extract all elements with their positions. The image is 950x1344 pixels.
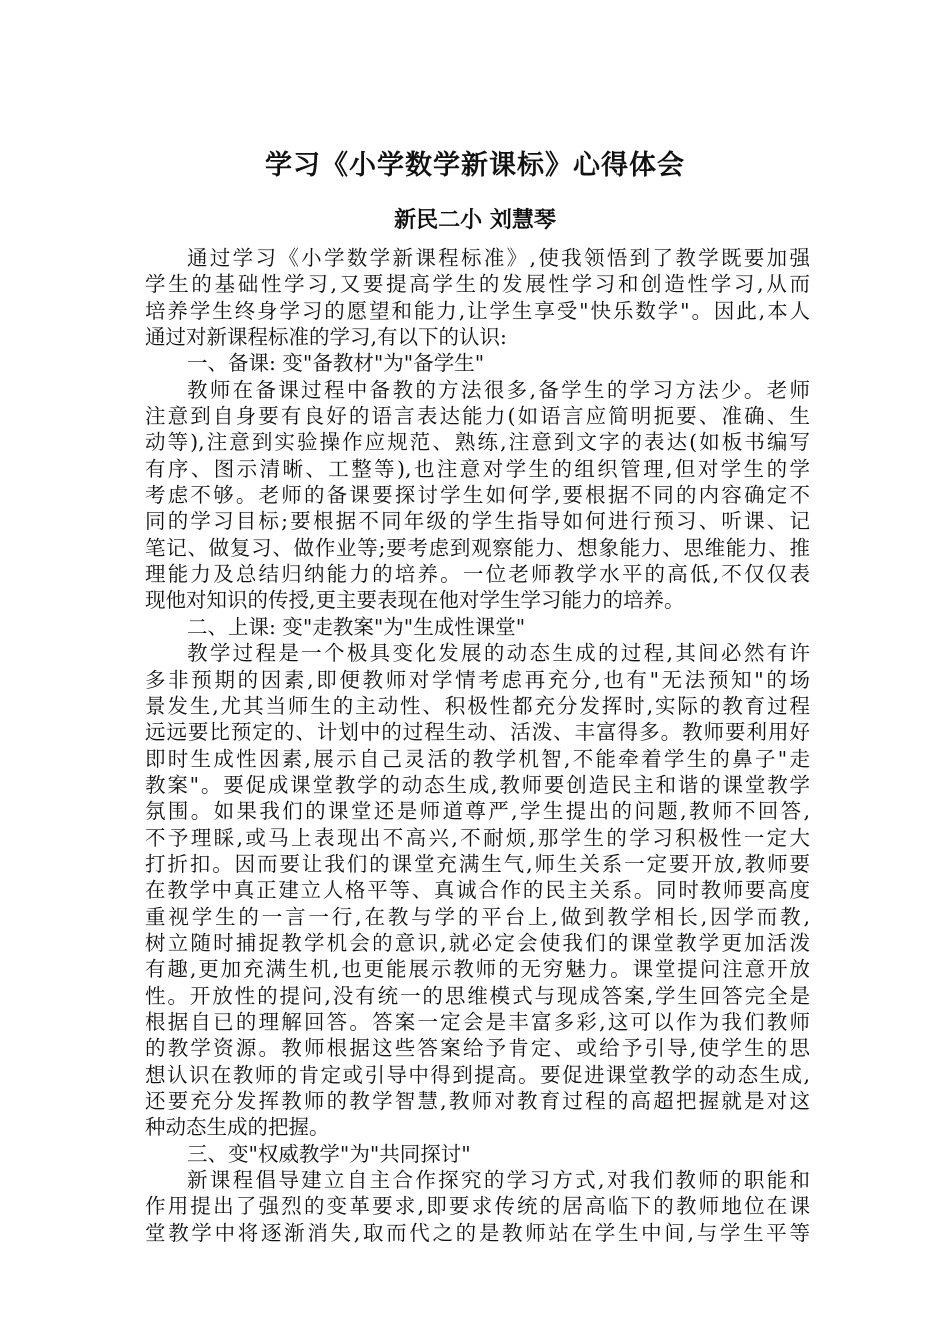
document-author: 新民二小 刘慧琴 bbox=[394, 208, 556, 233]
body-line: 重视学生的一言一行,在教与学的平台上,做到教学相长,因学而教, bbox=[145, 904, 810, 929]
document-title: 学习《小学数学新课标》心得体会 bbox=[265, 150, 685, 181]
body-line: 一、备课: 变"备教材"为"备学生" bbox=[187, 351, 485, 376]
body-line: 即时生成性因素,展示自己灵活的教学机智,不能牵着学生的鼻子"走 bbox=[145, 746, 810, 771]
body-line: 作用提出了强烈的变革要求,即要求传统的居高临下的教师地位在课 bbox=[145, 1194, 810, 1219]
body-line: 堂教学中将逐渐消失,取而代之的是教师站在学生中间,与学生平等 bbox=[145, 1220, 810, 1245]
body-line: 有序、图示清晰、工整等),也注意对学生的组织管理,但对学生的学 bbox=[145, 456, 810, 481]
body-line: 在教学中真正建立人格平等、真诚合作的民主关系。同时教师要高度 bbox=[145, 878, 810, 903]
body-line: 现他对知识的传授,更主要表现在他对学生学习能力的培养。 bbox=[145, 588, 685, 613]
body-line: 不予理睬,或马上表现出不高兴,不耐烦,那学生的学习积极性一定大 bbox=[145, 825, 810, 850]
body-line: 学生的基础性学习,又要提高学生的发展性学习和创造性学习,从而 bbox=[145, 272, 810, 297]
body-line: 教师在备课过程中备教的方法很多,备学生的学习方法少。老师 bbox=[187, 377, 810, 402]
body-line: 根据自已的理解回答。答案一定会是丰富多彩,这可以作为我们教师 bbox=[145, 1009, 810, 1034]
body-line: 种动态生成的把握。 bbox=[145, 1115, 330, 1140]
body-line: 性。开放性的提问,没有统一的思维模式与现成答案,学生回答完全是 bbox=[145, 983, 810, 1008]
body-line: 培养学生终身学习的愿望和能力,让学生享受"快乐数学"。因此,本人 bbox=[145, 298, 810, 323]
body-line: 氛围。如果我们的课堂还是师道尊严,学生提出的问题,教师不回答, bbox=[145, 799, 810, 824]
body-line: 还要充分发挥教师的教学智慧,教师对教育过程的高超把握就是对这 bbox=[145, 1089, 810, 1113]
body-line: 的教学资源。教师根据这些答案给予肯定、或给予引导,使学生的思 bbox=[145, 1036, 810, 1061]
body-line: 三、变"权威教学"为"共同探讨" bbox=[187, 1141, 471, 1166]
body-line: 注意到自身要有良好的语言表达能力(如语言应简明扼要、准确、生 bbox=[145, 404, 810, 429]
body-line: 有趣,更加充满生机,也更能展示教师的无穷魅力。课堂提问注意开放 bbox=[145, 957, 810, 982]
body-line: 树立随时捕捉教学机会的意识,就必定会使我们的课堂教学更加活泼 bbox=[145, 930, 810, 955]
body-line: 同的学习目标;要根据不同年级的学生指导如何进行预习、听课、记 bbox=[145, 509, 810, 534]
body-line: 通过学习《小学数学新课程标准》,使我领悟到了教学既要加强 bbox=[187, 246, 810, 270]
body-line: 二、上课: 变"走教案"为"生成性课堂" bbox=[187, 614, 526, 639]
body-line: 景发生,尤其当师生的主动性、积极性都充分发挥时,实际的教育过程 bbox=[145, 693, 810, 718]
body-line: 教学过程是一个极具变化发展的动态生成的过程,其间必然有许 bbox=[187, 641, 810, 666]
body-line: 想认识在教师的肯定或引导中得到提高。要促进课堂教学的动态生成, bbox=[145, 1062, 810, 1087]
body-line: 动等),注意到实验操作应规范、熟练,注意到文字的表达(如板书编写 bbox=[145, 430, 810, 455]
body-line: 教案"。要促成课堂教学的动态生成,教师要创造民主和谐的课堂教学 bbox=[145, 772, 810, 797]
body-line: 打折扣。因而要让我们的课堂充满生气,师生关系一定要开放,教师要 bbox=[145, 851, 810, 876]
body-line: 远远要比预定的、计划中的过程生动、活泼、丰富得多。教师要利用好 bbox=[145, 720, 810, 745]
body-line: 通过对新课程标准的学习,有以下的认识: bbox=[145, 325, 507, 350]
body-line: 理能力及总结归纳能力的培养。一位老师教学水平的高低,不仅仅表 bbox=[145, 562, 810, 587]
body-line: 考虑不够。老师的备课要探讨学生如何学,要根据不同的内容确定不 bbox=[145, 483, 810, 508]
body-line: 笔记、做复习、做作业等;要考虑到观察能力、想象能力、思维能力、推 bbox=[145, 535, 810, 560]
document-body bbox=[145, 245, 810, 1246]
body-line: 多非预期的因素,即便教师对学情考虑再充分,也有"无法预知"的场 bbox=[145, 667, 810, 692]
body-line: 新课程倡导建立自主合作探究的学习方式,对我们教师的职能和 bbox=[187, 1168, 810, 1193]
